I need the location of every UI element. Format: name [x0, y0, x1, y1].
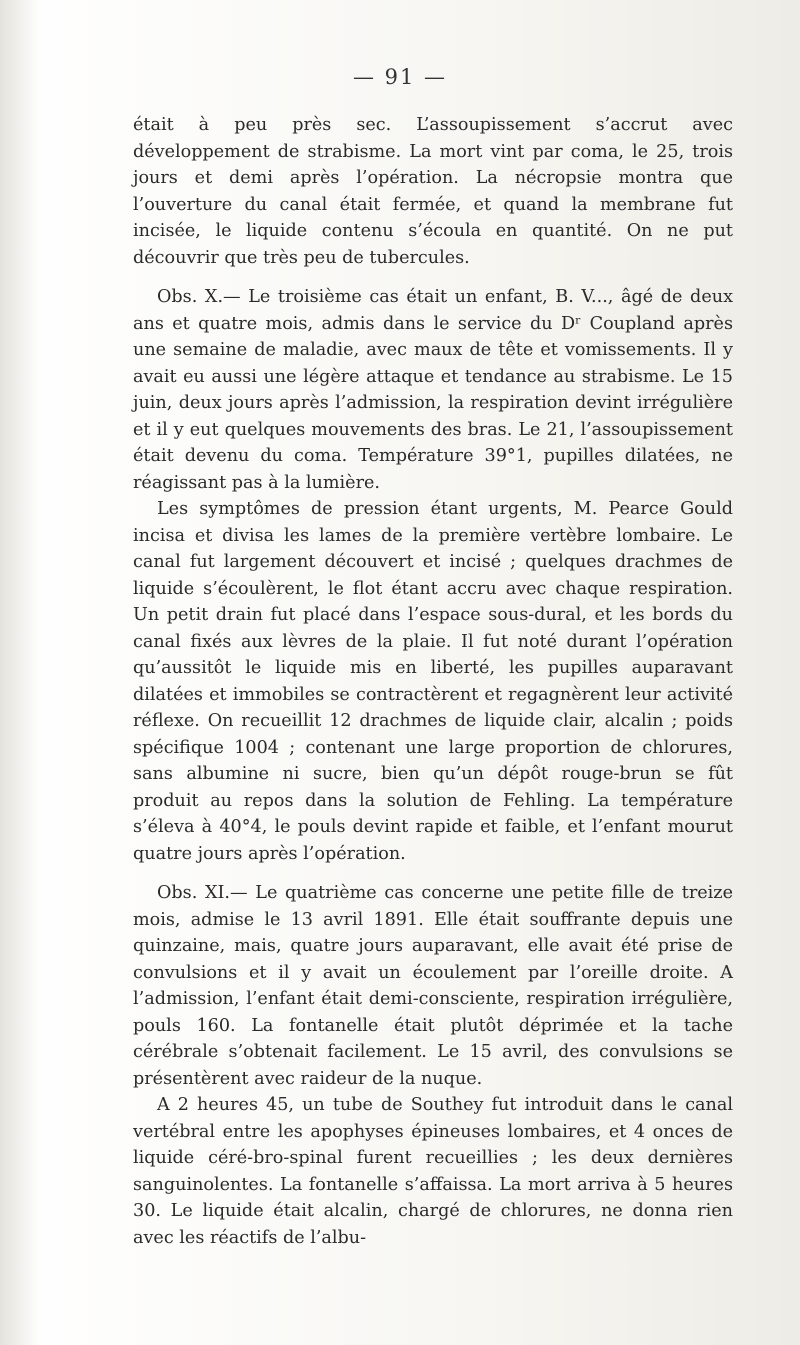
paragraph-gap — [133, 271, 733, 284]
paragraph-gap — [133, 867, 733, 880]
paragraph-obs-x-symptoms: Les symptômes de pression étant urgents, M. Pearce Gould incisa et divisa les lames de la première vertèbre lombaire. Le canal fut largement découvert et incisé ; quelques drachmes de liquide s’écoulèrent, le flot étant accru avec chaque respiration. Un petit drain fut placé dans l’espace sous-dural, et les bords du canal fixés aux lèvres de la plaie. Il fut noté durant l’opération qu’aussitôt le liquide mis en liberté, les pupilles auparavant dilatées et immobiles se contractèrent et regagnèrent leur activité réflexe. On recueillit 12 drachmes de liquide clair, alcalin ; poids spécifique 1004 ; contenant une large proportion de chlorures, sans albumine ni sucre, bien qu’un dépôt rouge-brun se fût produit au repos dans la solution de Fehling. La température s’éleva à 40°4, le pouls devint rapide et faible, et l’enfant mourut quatre jours après l’opération. — [133, 499, 733, 864]
paragraph-obs-xi-procedure: A 2 heures 45, un tube de Southey fut introduit dans le canal vertébral entre les apophyses épineuses lombaires, et 4 onces de liquide céré-bro-spinal furent recueillies ; les deux dernières sanguinolentes. La fontanelle s’affaissa. La mort arriva à 5 heures 30. Le liquide était alcalin, chargé de chlorures, ne donna rien avec les réactifs de l’albu- — [133, 1095, 733, 1248]
page-gutter-shadow — [0, 0, 40, 1345]
body-text — [133, 112, 733, 1251]
page-number: — 91 — — [352, 65, 448, 89]
paragraph-continuation: était à peu près sec. L’assoupissement s’accrut avec développement de strabisme. La mort vint par coma, le 25, trois jours et demi après l’opération. La nécropsie montra que l’ouverture du canal était fermée, et quand la membrane fut incisée, le liquide contenu s’écoula en quantité. On ne put découvrir que très peu de tubercules. — [133, 115, 733, 268]
paragraph-obs-xi: Obs. XI.— Le quatrième cas concerne une petite fille de treize mois, admise le 13 avril 1891. Elle était souffrante depuis une quinzaine, mais, quatre jours auparavant, elle avait été prise de convulsions et il y avait un écoulement par l’oreille droite. A l’admission, l’enfant était demi-consciente, respiration irrégulière, pouls 160. La fontanelle était plutôt déprimée et la tache cérébrale s’obtenait facilement. Le 15 avril, des convulsions se présentèrent avec raideur de la nuque. — [133, 883, 733, 1089]
paragraph-obs-x: Obs. X.— Le troisième cas était un enfant, B. V..., âgé de deux ans et quatre mois, admis dans le service du Dʳ Coupland après une semaine de maladie, avec maux de tête et vomissements. Il y avait eu aussi une légère attaque et tendance au strabisme. Le 15 juin, deux jours après l’admission, la respiration devint irrégulière et il y eut quelques mouvements des bras. Le 21, l’assoupissement était devenu du coma. Température 39°1, pupilles dilatées, ne réagissant pas à la lumière. — [133, 287, 733, 493]
